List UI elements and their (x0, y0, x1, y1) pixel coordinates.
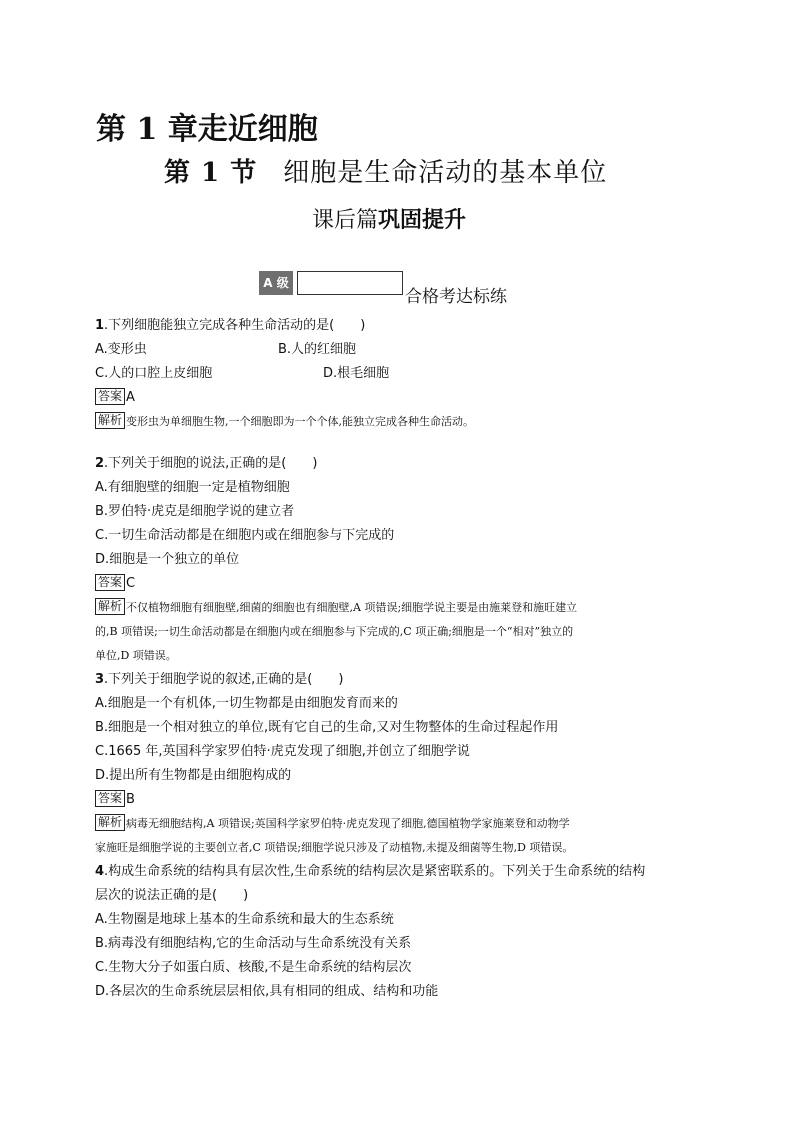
option-b: B.细胞是一个相对独立的单位,既有它自己的生命,又对生物整体的生命过程起作用 (95, 720, 559, 735)
option-d: D.提出所有生物都是由细胞构成的 (95, 768, 292, 783)
question-stem (95, 452, 705, 476)
question-text-cont: 层次的说法正确的是( ) (95, 888, 249, 903)
option-b: B.人的红细胞 (278, 342, 357, 357)
option-row (95, 338, 705, 362)
analysis-line: 单位,D 项错误。 (95, 649, 177, 662)
answer-value: A (126, 390, 135, 405)
question-stem (95, 668, 705, 692)
option-a: A.细胞是一个有机体,一切生物都是由细胞发育而来的 (95, 696, 398, 711)
level-badge: A 级 (259, 271, 293, 295)
analysis-row (95, 410, 705, 434)
question-text: .下列关于细胞学说的叙述,正确的是( ) (104, 672, 344, 687)
answer-tag: 答案 (95, 790, 125, 807)
exercise-title (312, 203, 466, 234)
option-a: A.生物圈是地球上基本的生命系统和最大的生态系统 (95, 912, 394, 927)
question-number: 1 (95, 318, 105, 333)
question-2 (95, 452, 705, 668)
section-name: 细胞是生命活动的基本单位 (283, 158, 608, 188)
section-number: 第 1 节 (164, 158, 258, 188)
answer-tag: 答案 (95, 574, 125, 591)
question-number: 4 (95, 864, 105, 879)
analysis-tag: 解析 (95, 814, 125, 831)
analysis-line: 家施旺是细胞学说的主要创立者,C 项错误;细胞学说只涉及了动植物,未提及细菌等生物,D 项错误。 (95, 841, 574, 854)
analysis-row (95, 812, 705, 836)
question-text: .构成生命系统的结构具有层次性,生命系统的结构层次是紧密联系的。下列关于生命系统的结构 (104, 864, 646, 879)
answer-row (95, 788, 705, 812)
option-d: D.根毛细胞 (323, 366, 390, 381)
exercise-title-part-a: 课后篇 (312, 208, 379, 233)
question-1 (95, 314, 705, 434)
option-a: A.变形虫 (95, 342, 147, 357)
analysis-line: 病毒无细胞结构,A 项错误;英国科学家罗伯特·虎克发现了细胞,德国植物学家施莱登和动物学 (126, 817, 570, 830)
option-c: C.人的口腔上皮细胞 (95, 366, 213, 381)
option-c: C.一切生命活动都是在细胞内或在细胞参与下完成的 (95, 528, 395, 543)
answer-row (95, 386, 705, 410)
analysis-row (95, 596, 705, 620)
exercise-title-part-b: 巩固提升 (378, 207, 467, 233)
spacer (95, 434, 705, 452)
question-stem (95, 860, 705, 884)
section-title (164, 152, 607, 189)
option-d: D.细胞是一个独立的单位 (95, 552, 240, 567)
option-a: A.有细胞壁的细胞一定是植物细胞 (95, 480, 290, 495)
question-stem (95, 314, 705, 338)
analysis-tag: 解析 (95, 598, 125, 615)
question-text: .下列细胞能独立完成各种生命活动的是( ) (104, 318, 366, 333)
answer-value: B (126, 792, 135, 807)
option-b: B.罗伯特·虎克是细胞学说的建立者 (95, 504, 295, 519)
option-d: D.各层次的生命系统层层相依,具有相同的组成、结构和功能 (95, 984, 439, 999)
question-number: 2 (95, 456, 105, 471)
analysis-text: 变形虫为单细胞生物,一个细胞即为一个个体,能独立完成各种生命活动。 (126, 415, 475, 428)
question-3 (95, 668, 705, 860)
level-underline-box (297, 271, 403, 295)
option-b: B.病毒没有细胞结构,它的生命活动与生命系统没有关系 (95, 936, 412, 951)
question-list (95, 314, 705, 1004)
option-c: C.生物大分子如蛋白质、核酸,不是生命系统的结构层次 (95, 960, 412, 975)
option-row (95, 362, 705, 386)
answer-tag: 答案 (95, 388, 125, 405)
question-text: .下列关于细胞的说法,正确的是( ) (104, 456, 318, 471)
chapter-title: 第 1 章走近细胞 (96, 112, 318, 147)
answer-value: C (126, 576, 136, 591)
question-4 (95, 860, 705, 1004)
analysis-line: 不仅植物细胞有细胞壁,细菌的细胞也有细胞壁,A 项错误;细胞学说主要是由施莱登和施旺建立 (126, 601, 578, 614)
level-text: 合格考达标练 (405, 287, 507, 307)
question-number: 3 (95, 672, 105, 687)
analysis-tag: 解析 (95, 412, 125, 429)
analysis-line: 的,B 项错误;一切生命活动都是在细胞内或在细胞参与下完成的,C 项正确;细胞是一个“相对”独立的 (95, 625, 574, 638)
answer-row (95, 572, 705, 596)
option-c: C.1665 年,英国科学家罗伯特·虎克发现了细胞,并创立了细胞学说 (95, 744, 470, 759)
